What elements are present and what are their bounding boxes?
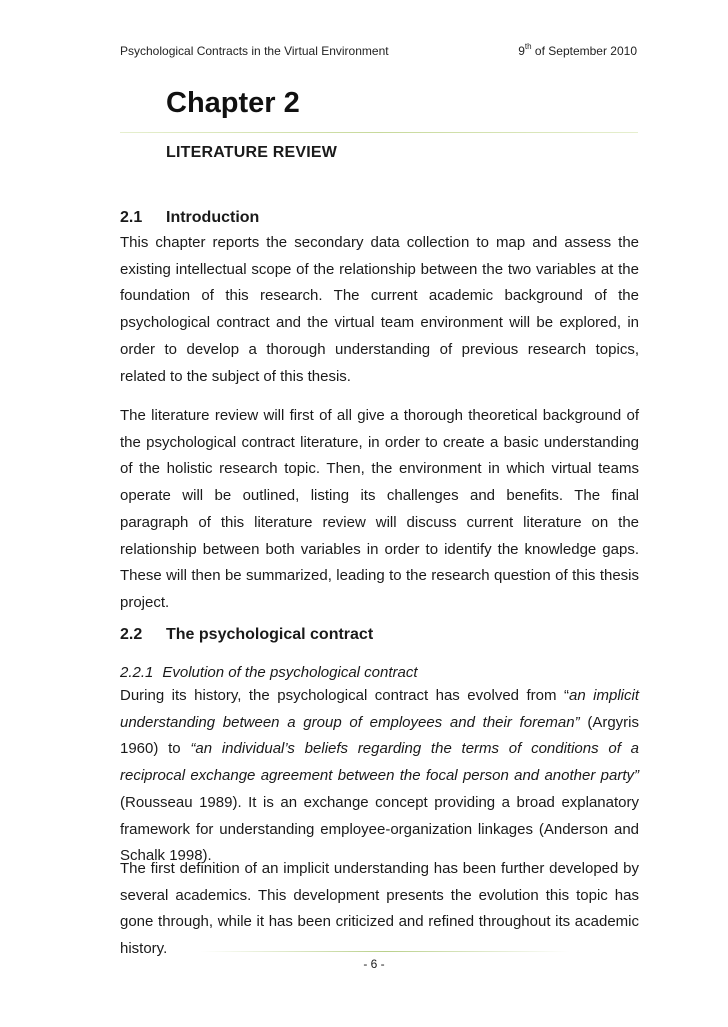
footer-divider: [200, 951, 570, 952]
evolution-paragraph-1: [120, 683, 639, 870]
header-date-rest: of September 2010: [531, 44, 637, 58]
section-number: 2.2: [120, 626, 143, 643]
intro-paragraph-2: The literature review will first of all give a thorough theoretical background of the psychological contract literature, in order to create a basic understanding of the holistic research topic. Then, the environment in which virtual teams operate will be outlined, listing its challenges and benefits. The final paragraph of this literature review will discuss current literature on the relationship between both variables in order to identify the knowledge gaps. These will then be summarized, leading to the research question of this thesis project.: [120, 407, 639, 611]
subsection-number: 2.2.1: [120, 664, 154, 681]
chapter-title: Chapter 2: [166, 87, 300, 119]
running-header: [120, 44, 640, 62]
section-title: The psychological contract: [166, 626, 374, 643]
intro-paragraph-1: This chapter reports the secondary data collection to map and assess the existing intellectual scope of the relationship between the two variables at the foundation of this research. The current academic background of the psychological contract and the virtual team environment will be explored, in order to develop a thorough understanding of previous research topics, related to the subject of this thesis.: [120, 234, 639, 385]
header-date: [518, 44, 637, 58]
section-title: Introduction: [166, 209, 260, 226]
evolution-quote-rousseau: “an individual’s beliefs regarding the terms of conditions of a reciprocal exchange agreement between the focal person and another party”: [120, 740, 639, 785]
evolution-paragraph-2: The first definition of an implicit understanding has been further developed by several academics. This development presents the evolution this topic has gone through, while it has been criticized and refined throughout its academic history.: [120, 860, 639, 958]
header-title: Psychological Contracts in the Virtual Environment: [120, 44, 389, 58]
evolution-text-b: (Argyris 1960) to: [120, 713, 639, 758]
evolution-text-a: During its history, the psychological contract has evolved from “: [120, 687, 569, 704]
subsection-heading-2-2-1: [120, 664, 418, 681]
chapter-divider: [120, 132, 638, 133]
section-number: 2.1: [120, 209, 143, 226]
chapter-subtitle: LITERATURE REVIEW: [166, 144, 338, 161]
header-date-day: 9: [518, 44, 525, 58]
evolution-text-c: (Rousseau 1989). It is an exchange concept providing a broad explanatory framework for understanding employee-organization linkages (Anderson and Schalk 1998).: [120, 793, 639, 865]
header-date-suffix: th: [524, 42, 532, 51]
subsection-title: Evolution of the psychological contract: [162, 664, 418, 681]
page-number: - 6 -: [363, 957, 385, 971]
evolution-quote-argyris: an implicit understanding between a group of employees and their foreman”: [120, 687, 639, 731]
